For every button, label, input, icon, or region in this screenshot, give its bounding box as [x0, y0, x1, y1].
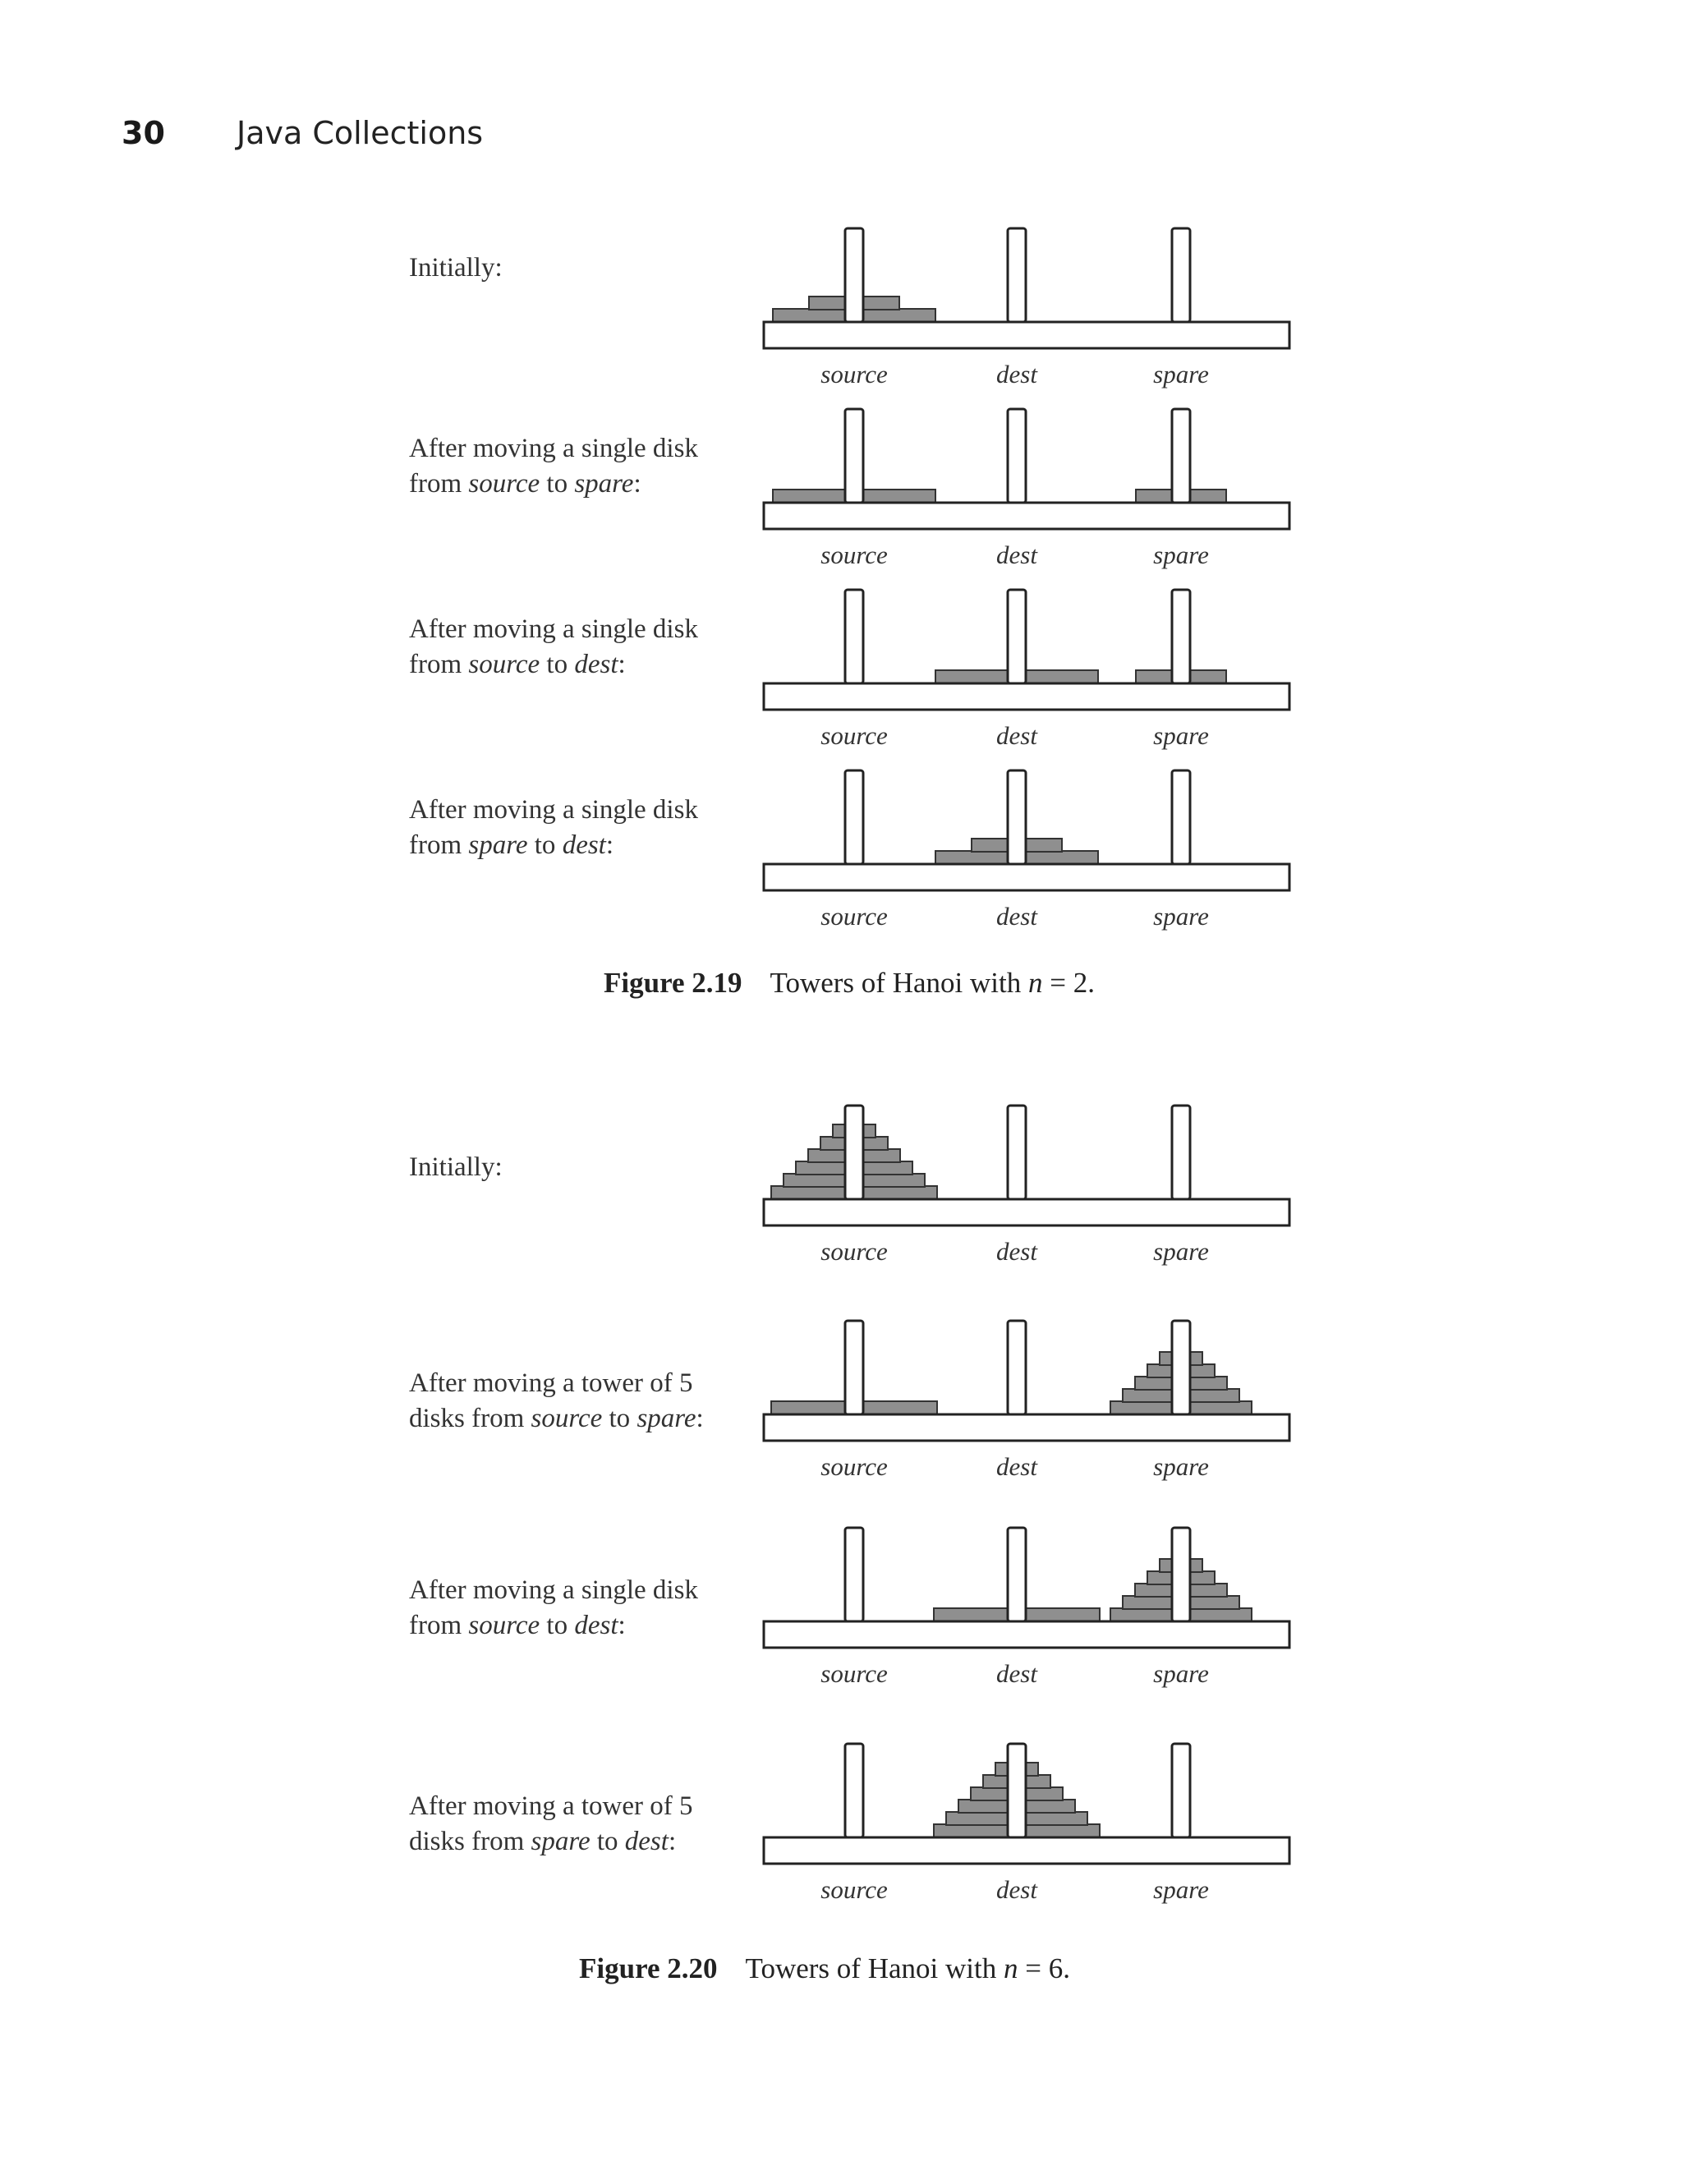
- step-label-move: [409, 431, 698, 502]
- peg-dest: [1008, 1744, 1026, 1837]
- peg-label-source: source: [820, 1659, 888, 1688]
- peg-label-dest: dest: [996, 540, 1037, 569]
- peg-label-dest: dest: [996, 902, 1037, 931]
- step-label-line2: from spare to dest:: [409, 830, 614, 860]
- peg-spare: [1172, 1321, 1190, 1414]
- peg-label-spare: spare: [1153, 1875, 1209, 1904]
- step-label-initially: [409, 251, 503, 286]
- tower-base: [764, 1414, 1289, 1441]
- peg-label-spare: spare: [1153, 721, 1209, 750]
- step-label-line1: After moving a single disk: [409, 1575, 698, 1605]
- peg-source: [845, 1321, 863, 1414]
- tower-base: [764, 503, 1289, 529]
- step-label-move: [409, 612, 698, 683]
- peg-spare: [1172, 228, 1190, 322]
- peg-label-dest: dest: [996, 1659, 1037, 1688]
- peg-spare: [1172, 590, 1190, 683]
- step-label-initially: [409, 1150, 503, 1185]
- peg-label-dest: dest: [996, 360, 1037, 389]
- tower-diagram: [756, 764, 1298, 961]
- peg-dest: [1008, 228, 1026, 322]
- peg-label-source: source: [820, 721, 888, 750]
- peg-source: [845, 409, 863, 503]
- peg-dest: [1008, 770, 1026, 864]
- step-label-line2: disks from source to spare:: [409, 1404, 704, 1433]
- step-label-line1: Initially:: [409, 1152, 503, 1182]
- step-label-move: [409, 1789, 693, 1860]
- peg-spare: [1172, 409, 1190, 503]
- tower-diagram: [756, 222, 1298, 419]
- peg-source: [845, 1744, 863, 1837]
- peg-source: [845, 1528, 863, 1621]
- tower-base: [764, 864, 1289, 890]
- figure-caption: Figure 2.20 Towers of Hanoi with n = 6.: [579, 1952, 1070, 1984]
- peg-source: [845, 590, 863, 683]
- caption-number: Figure 2.20: [579, 1952, 718, 1984]
- peg-label-spare: spare: [1153, 360, 1209, 389]
- peg-label-source: source: [820, 1237, 888, 1266]
- step-label-line2: disks from spare to dest:: [409, 1827, 677, 1856]
- peg-dest: [1008, 1106, 1026, 1199]
- step-label-line2: from source to dest:: [409, 1611, 626, 1640]
- tower-base: [764, 1199, 1289, 1225]
- peg-label-dest: dest: [996, 1452, 1037, 1481]
- tower-base: [764, 1837, 1289, 1864]
- tower-diagram: [756, 402, 1298, 600]
- peg-label-source: source: [820, 902, 888, 931]
- peg-label-spare: spare: [1153, 1452, 1209, 1481]
- peg-source: [845, 1106, 863, 1199]
- peg-dest: [1008, 1528, 1026, 1621]
- step-label-line1: After moving a tower of 5: [409, 1368, 693, 1398]
- running-title: Java Collections: [237, 115, 484, 151]
- peg-label-dest: dest: [996, 721, 1037, 750]
- tower-diagram: [756, 1099, 1298, 1296]
- peg-dest: [1008, 1321, 1026, 1414]
- peg-label-dest: dest: [996, 1875, 1037, 1904]
- step-label-line2: from source to dest:: [409, 650, 626, 679]
- peg-label-spare: spare: [1153, 1659, 1209, 1688]
- peg-spare: [1172, 1528, 1190, 1621]
- peg-dest: [1008, 590, 1026, 683]
- tower-diagram: [756, 1737, 1298, 1934]
- peg-label-spare: spare: [1153, 902, 1209, 931]
- peg-label-source: source: [820, 540, 888, 569]
- peg-label-source: source: [820, 1452, 888, 1481]
- step-label-line1: After moving a single disk: [409, 434, 698, 463]
- peg-source: [845, 770, 863, 864]
- step-label-move: [409, 1366, 704, 1437]
- step-label-move: [409, 1573, 698, 1644]
- tower-base: [764, 683, 1289, 710]
- peg-label-source: source: [820, 1875, 888, 1904]
- tower-diagram: [756, 583, 1298, 780]
- peg-label-spare: spare: [1153, 1237, 1209, 1266]
- tower-base: [764, 1621, 1289, 1648]
- peg-dest: [1008, 409, 1026, 503]
- tower-diagram: [756, 1314, 1298, 1511]
- peg-spare: [1172, 770, 1190, 864]
- peg-source: [845, 228, 863, 322]
- step-label-line1: Initially:: [409, 253, 503, 283]
- step-label-move: [409, 793, 698, 863]
- tower-base: [764, 322, 1289, 348]
- peg-spare: [1172, 1744, 1190, 1837]
- step-label-line1: After moving a tower of 5: [409, 1791, 693, 1821]
- step-label-line1: After moving a single disk: [409, 614, 698, 644]
- peg-label-source: source: [820, 360, 888, 389]
- peg-label-spare: spare: [1153, 540, 1209, 569]
- step-label-line2: from source to spare:: [409, 469, 641, 499]
- caption-number: Figure 2.19: [604, 967, 742, 999]
- peg-spare: [1172, 1106, 1190, 1199]
- figure-caption: Figure 2.19 Towers of Hanoi with n = 2.: [604, 967, 1095, 999]
- tower-diagram: [756, 1521, 1298, 1718]
- step-label-line1: After moving a single disk: [409, 795, 698, 825]
- peg-label-dest: dest: [996, 1237, 1037, 1266]
- page-number: 30: [122, 115, 165, 151]
